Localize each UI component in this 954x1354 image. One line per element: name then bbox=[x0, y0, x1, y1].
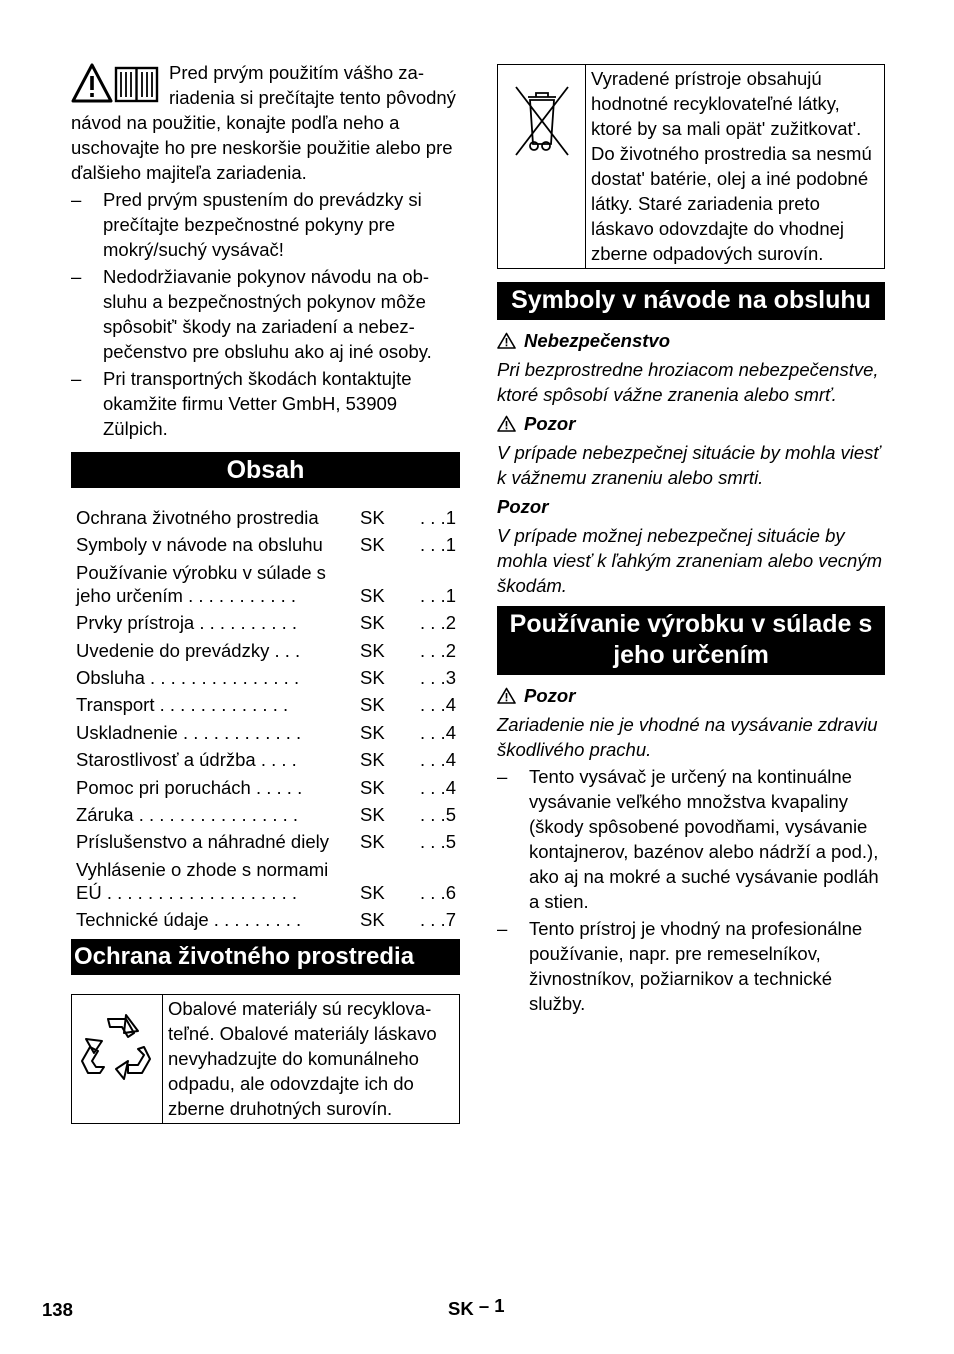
toc-title bbox=[76, 858, 360, 904]
toc-row[interactable] bbox=[76, 666, 460, 689]
caution-text: V prípade nebezpečnej situácie by mohla viesť k vážnemu zraneniu alebo smrti. bbox=[497, 442, 880, 488]
toc-page: . . .1 bbox=[420, 507, 456, 528]
danger-heading bbox=[497, 328, 885, 353]
toc-page: . . .2 bbox=[420, 639, 456, 661]
toc-lang: SK bbox=[360, 534, 385, 556]
warning-triangle-icon bbox=[497, 687, 516, 704]
toc-heading: Obsah bbox=[71, 452, 460, 488]
toc-lang: SK bbox=[360, 881, 385, 903]
intro-block bbox=[71, 60, 460, 185]
toc-lang: SK bbox=[360, 694, 385, 716]
toc-row[interactable] bbox=[76, 561, 460, 607]
usage-bullets bbox=[497, 764, 885, 1016]
usage-warning-text: Zariadenie nie je vhodné na vysávanie zdraviu škodlivého prachu. bbox=[497, 714, 878, 760]
weee-icon-cell bbox=[498, 65, 586, 268]
toc-lang: SK bbox=[360, 721, 385, 743]
toc-lang: SK bbox=[360, 507, 385, 528]
warning-manual-icon bbox=[71, 62, 163, 106]
toc-title: Symboly v návode na obsluhu bbox=[76, 534, 323, 556]
warning-triangle-icon bbox=[497, 332, 516, 349]
toc-title: Príslušenstvo a náhradné diely bbox=[76, 831, 329, 853]
toc-title-line: Vyhlásenie o zhode s normami bbox=[76, 858, 329, 880]
toc-page: . . .5 bbox=[420, 831, 456, 853]
page-sub: – 1 bbox=[478, 1295, 505, 1316]
page-label bbox=[448, 1296, 505, 1321]
warning-triangle-icon bbox=[497, 415, 516, 432]
usage-warning-label: Pozor bbox=[524, 685, 576, 706]
packaging-text: Obalové materiály sú recyklovateľné. Obalové materiály láskavo nevyhadzujte do komunálneho odpadu, ale odovzdajte ich do zberne druhotných surovín. bbox=[168, 998, 437, 1120]
usage-heading: Používanie výrobku v súlade s jeho určením bbox=[497, 606, 885, 675]
notice-label: Pozor bbox=[497, 496, 549, 517]
toc-title: Ochrana životného prostredia bbox=[76, 507, 319, 528]
toc-lang: SK bbox=[360, 776, 385, 798]
toc-row[interactable] bbox=[76, 908, 460, 931]
toc-page: . . .1 bbox=[420, 534, 456, 556]
usage-section bbox=[497, 683, 885, 1016]
usage-warning-heading bbox=[497, 683, 885, 708]
notice-text: V prípade možnej nebezpečnej situácie by mohla viesť k ľahkým zraneniam alebo vecným škodám. bbox=[497, 525, 882, 596]
left-column bbox=[71, 60, 460, 1124]
toc-lang: SK bbox=[360, 666, 385, 688]
intro-text: Pred prvým použitím vášho zariadenia si prečítajte tento pôvodný návod na použitie, konajte podľa neho a uschovajte ho pre neskoršie použitie alebo pre ďalšieho majiteľa zariadenia. bbox=[71, 62, 456, 183]
toc-row[interactable] bbox=[76, 639, 460, 662]
weee-box bbox=[497, 64, 885, 269]
toc-row[interactable] bbox=[76, 721, 460, 744]
toc-title: Obsluha . . . . . . . . . . . . . . . bbox=[76, 666, 300, 688]
recycling-icon bbox=[80, 1011, 154, 1085]
toc-title: Uvedenie do prevádzky . . . bbox=[76, 639, 301, 661]
symbols-section bbox=[497, 328, 885, 598]
toc-row[interactable] bbox=[76, 693, 460, 716]
toc-lang: SK bbox=[360, 803, 385, 825]
danger-label: Nebezpečenstvo bbox=[524, 330, 670, 351]
weee-text: Vyradené prístroje obsahujú hodnotné recyklovateľné látky, ktoré by sa mali opät' zužitkovat'. Do životného prostredia sa nesmú dostat' batérie, olej a iné podobné látky. Staré zariadenia preto láskavo odovzdajte do vhodnej zberne odpadových surovín. bbox=[591, 68, 872, 264]
toc-lang: SK bbox=[360, 831, 385, 853]
packaging-box bbox=[71, 994, 460, 1124]
toc-row[interactable] bbox=[76, 858, 460, 904]
list-item: – Tento prístroj je vhodný na profesionálne používanie, napr. pre remeselníkov, živnostníkov, požiarnikov a technické služby. bbox=[497, 916, 885, 1016]
toc-title bbox=[76, 561, 360, 607]
intro-bullets bbox=[71, 187, 460, 441]
toc-title: Záruka . . . . . . . . . . . . . . . . bbox=[76, 803, 299, 825]
toc-lang: SK bbox=[360, 584, 385, 606]
toc-row[interactable] bbox=[76, 506, 460, 529]
page-lang: SK bbox=[448, 1298, 474, 1319]
list-item: – Pred prvým spustením do prevádzky si prečítajte bezpečnostné pokyny pre mokrý/suchý vysávač! bbox=[71, 187, 460, 262]
toc-lang: SK bbox=[360, 909, 385, 931]
danger-text: Pri bezprostredne hroziacom nebezpečenstve, ktoré spôsobí vážne zranenia alebo smrť. bbox=[497, 359, 879, 405]
toc-row[interactable] bbox=[76, 748, 460, 771]
toc-title: Uskladnenie . . . . . . . . . . . . bbox=[76, 721, 302, 743]
table-of-contents bbox=[71, 506, 460, 931]
toc-title: Starostlivosť a údržba . . . . bbox=[76, 749, 297, 771]
toc-lang: SK bbox=[360, 639, 385, 661]
list-item: – Tento vysávač je určený na kontinuálne vysávanie veľkého množstva kvapaliny (škody spôsobené povodňami, vysávanie kontajnerov, bazénov alebo nádrží a pod.), ako aj na mokré a suché vysávanie podláh a stien. bbox=[497, 764, 885, 914]
toc-title-line: jeho určením . . . . . . . . . . . bbox=[76, 584, 297, 606]
toc-title: Technické údaje . . . . . . . . . bbox=[76, 909, 302, 931]
recycling-icon-cell bbox=[72, 995, 163, 1123]
toc-page: . . .4 bbox=[420, 721, 456, 743]
toc-title: Prvky prístroja . . . . . . . . . . bbox=[76, 612, 298, 634]
page-number: 138 bbox=[42, 1299, 73, 1320]
toc-page: . . .2 bbox=[420, 612, 456, 634]
toc-page: . . .3 bbox=[420, 666, 456, 688]
toc-row[interactable] bbox=[76, 776, 460, 799]
toc-page: . . .1 bbox=[420, 584, 456, 606]
toc-title: Transport . . . . . . . . . . . . . bbox=[76, 694, 289, 716]
toc-row[interactable] bbox=[76, 803, 460, 826]
toc-title-line: EÚ . . . . . . . . . . . . . . . . . . . bbox=[76, 881, 298, 903]
list-item: – Pri transportných škodách kontaktujte okamžite firmu Vetter GmbH, 53909 Zülpich. bbox=[71, 366, 460, 441]
toc-page: . . .7 bbox=[420, 909, 456, 931]
toc-page: . . .5 bbox=[420, 803, 456, 825]
toc-title: Pomoc pri poruchách . . . . . bbox=[76, 776, 303, 798]
crossed-bin-icon bbox=[510, 83, 574, 159]
toc-row[interactable] bbox=[76, 533, 460, 556]
toc-page: . . .6 bbox=[420, 881, 456, 903]
toc-page: . . .4 bbox=[420, 776, 456, 798]
toc-row[interactable] bbox=[76, 830, 460, 853]
caution-heading bbox=[497, 411, 885, 436]
intro-icons bbox=[71, 62, 163, 106]
environment-heading: Ochrana životného prostredia bbox=[71, 939, 460, 975]
toc-page: . . .4 bbox=[420, 694, 456, 716]
toc-title-line: Používanie výrobku v súlade s bbox=[76, 561, 326, 583]
list-item: – Nedodržiavanie pokynov návodu na obsluhu a bezpečnostných pokynov môže spôsobiť' škody na zariadení a nebezpečenstvo pre obsluhu ako aj iné osoby. bbox=[71, 264, 460, 364]
toc-lang: SK bbox=[360, 612, 385, 634]
symbols-heading: Symboly v návode na obsluhu bbox=[497, 282, 885, 320]
caution-label: Pozor bbox=[524, 413, 576, 434]
right-column bbox=[497, 64, 885, 1016]
toc-lang: SK bbox=[360, 749, 385, 771]
toc-row[interactable] bbox=[76, 611, 460, 634]
toc-page: . . .4 bbox=[420, 749, 456, 771]
notice-heading bbox=[497, 494, 885, 519]
